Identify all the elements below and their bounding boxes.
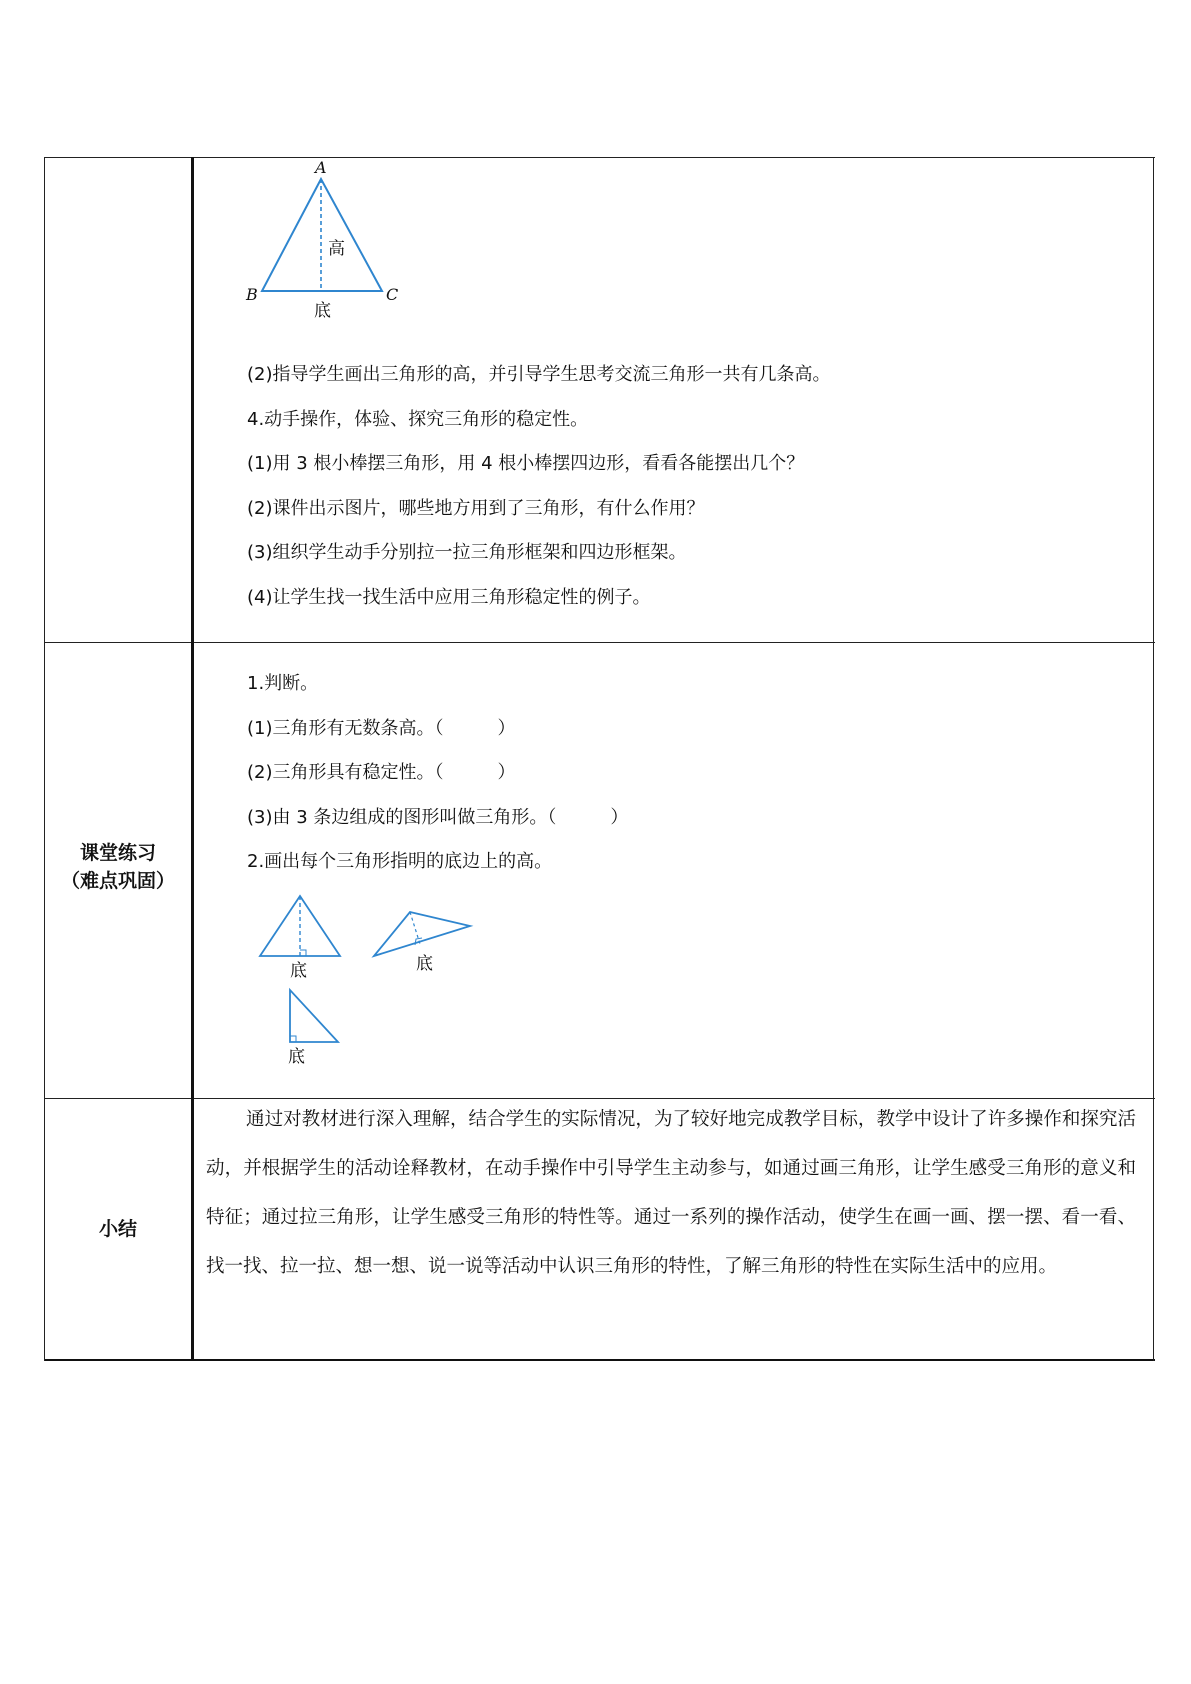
exercise-triangle-3	[290, 990, 338, 1042]
table-top-border	[44, 157, 1155, 158]
summary-label: 小结	[98, 1218, 137, 1240]
exercise-triangle-2	[374, 912, 470, 956]
row1-line-5: (3)组织学生动手分别拉一拉三角形框架和四边形框架。	[247, 542, 687, 563]
column-divider	[191, 157, 194, 1361]
height-label: 高	[328, 239, 345, 259]
summary-paragraph	[206, 1095, 1136, 1291]
vertex-a-label: A	[315, 158, 327, 177]
exercise-line-2: (1)三角形有无数条高。（ ）	[247, 718, 516, 739]
exercise-label-line1: 课堂练习	[79, 842, 156, 864]
exercise-line-1: 1.判断。	[247, 673, 319, 694]
exercise-triangle-2-height	[410, 912, 420, 944]
summary-text: 通过对教材进行深入理解，结合学生的实际情况，为了较好地完成教学目标，教学中设计了许多操作和探究活动，并根据学生的活动诠释教材，在动手操作中引导学生主动参与，如通过画三角形，让学生感受三角形的意义和特征；通过拉三角形，让学生感受三角形的特性等。通过一系列的操作活动，使学生在画一画、摆一摆、看一看、找一找、拉一拉、想一想、说一说等活动中认识三角形的特性，了解三角形的特性在实际生活中的应用。	[206, 1109, 1136, 1277]
triangle-height-figure	[240, 158, 410, 318]
vertex-b-label: B	[246, 285, 258, 304]
exercise-label-line2: （难点巩固）	[60, 870, 175, 892]
exercise-line-4: (3)由 3 条边组成的图形叫做三角形。（ ）	[247, 807, 629, 828]
exercise-triangle-3-base-label: 底	[288, 1047, 305, 1067]
row1-line-3: (1)用 3 根小棒摆三角形，用 4 根小棒摆四边形，看看各能摆出几个？	[247, 453, 805, 474]
table-right-border	[1153, 157, 1154, 1361]
row1-line-1: (2)指导学生画出三角形的高，并引导学生思考交流三角形一共有几条高。	[247, 364, 831, 385]
exercise-line-3: (2)三角形具有稳定性。（ ）	[247, 762, 516, 783]
row1-line-4: (2)课件出示图片，哪些地方用到了三角形，有什么作用？	[247, 498, 705, 519]
exercise-label	[44, 839, 192, 895]
exercise-triangle-1-right-angle	[300, 950, 306, 956]
row1-line-6: (4)让学生找一找生活中应用三角形稳定性的例子。	[247, 587, 651, 608]
base-label: 底	[314, 301, 331, 318]
row1-line-2: 4.动手操作，体验、探究三角形的稳定性。	[247, 409, 589, 430]
table-bottom-border	[44, 1359, 1155, 1361]
triangle-abc	[262, 179, 382, 291]
exercise-triangles-figure	[250, 890, 490, 1070]
exercise-triangle-1-base-label: 底	[290, 961, 307, 981]
table-left-border	[44, 157, 45, 1361]
exercise-triangle-2-base-label: 底	[416, 954, 433, 974]
vertex-c-label: C	[386, 285, 399, 304]
exercise-line-5: 2.画出每个三角形指明的底边上的高。	[247, 851, 553, 872]
row-divider-1	[44, 642, 1155, 643]
